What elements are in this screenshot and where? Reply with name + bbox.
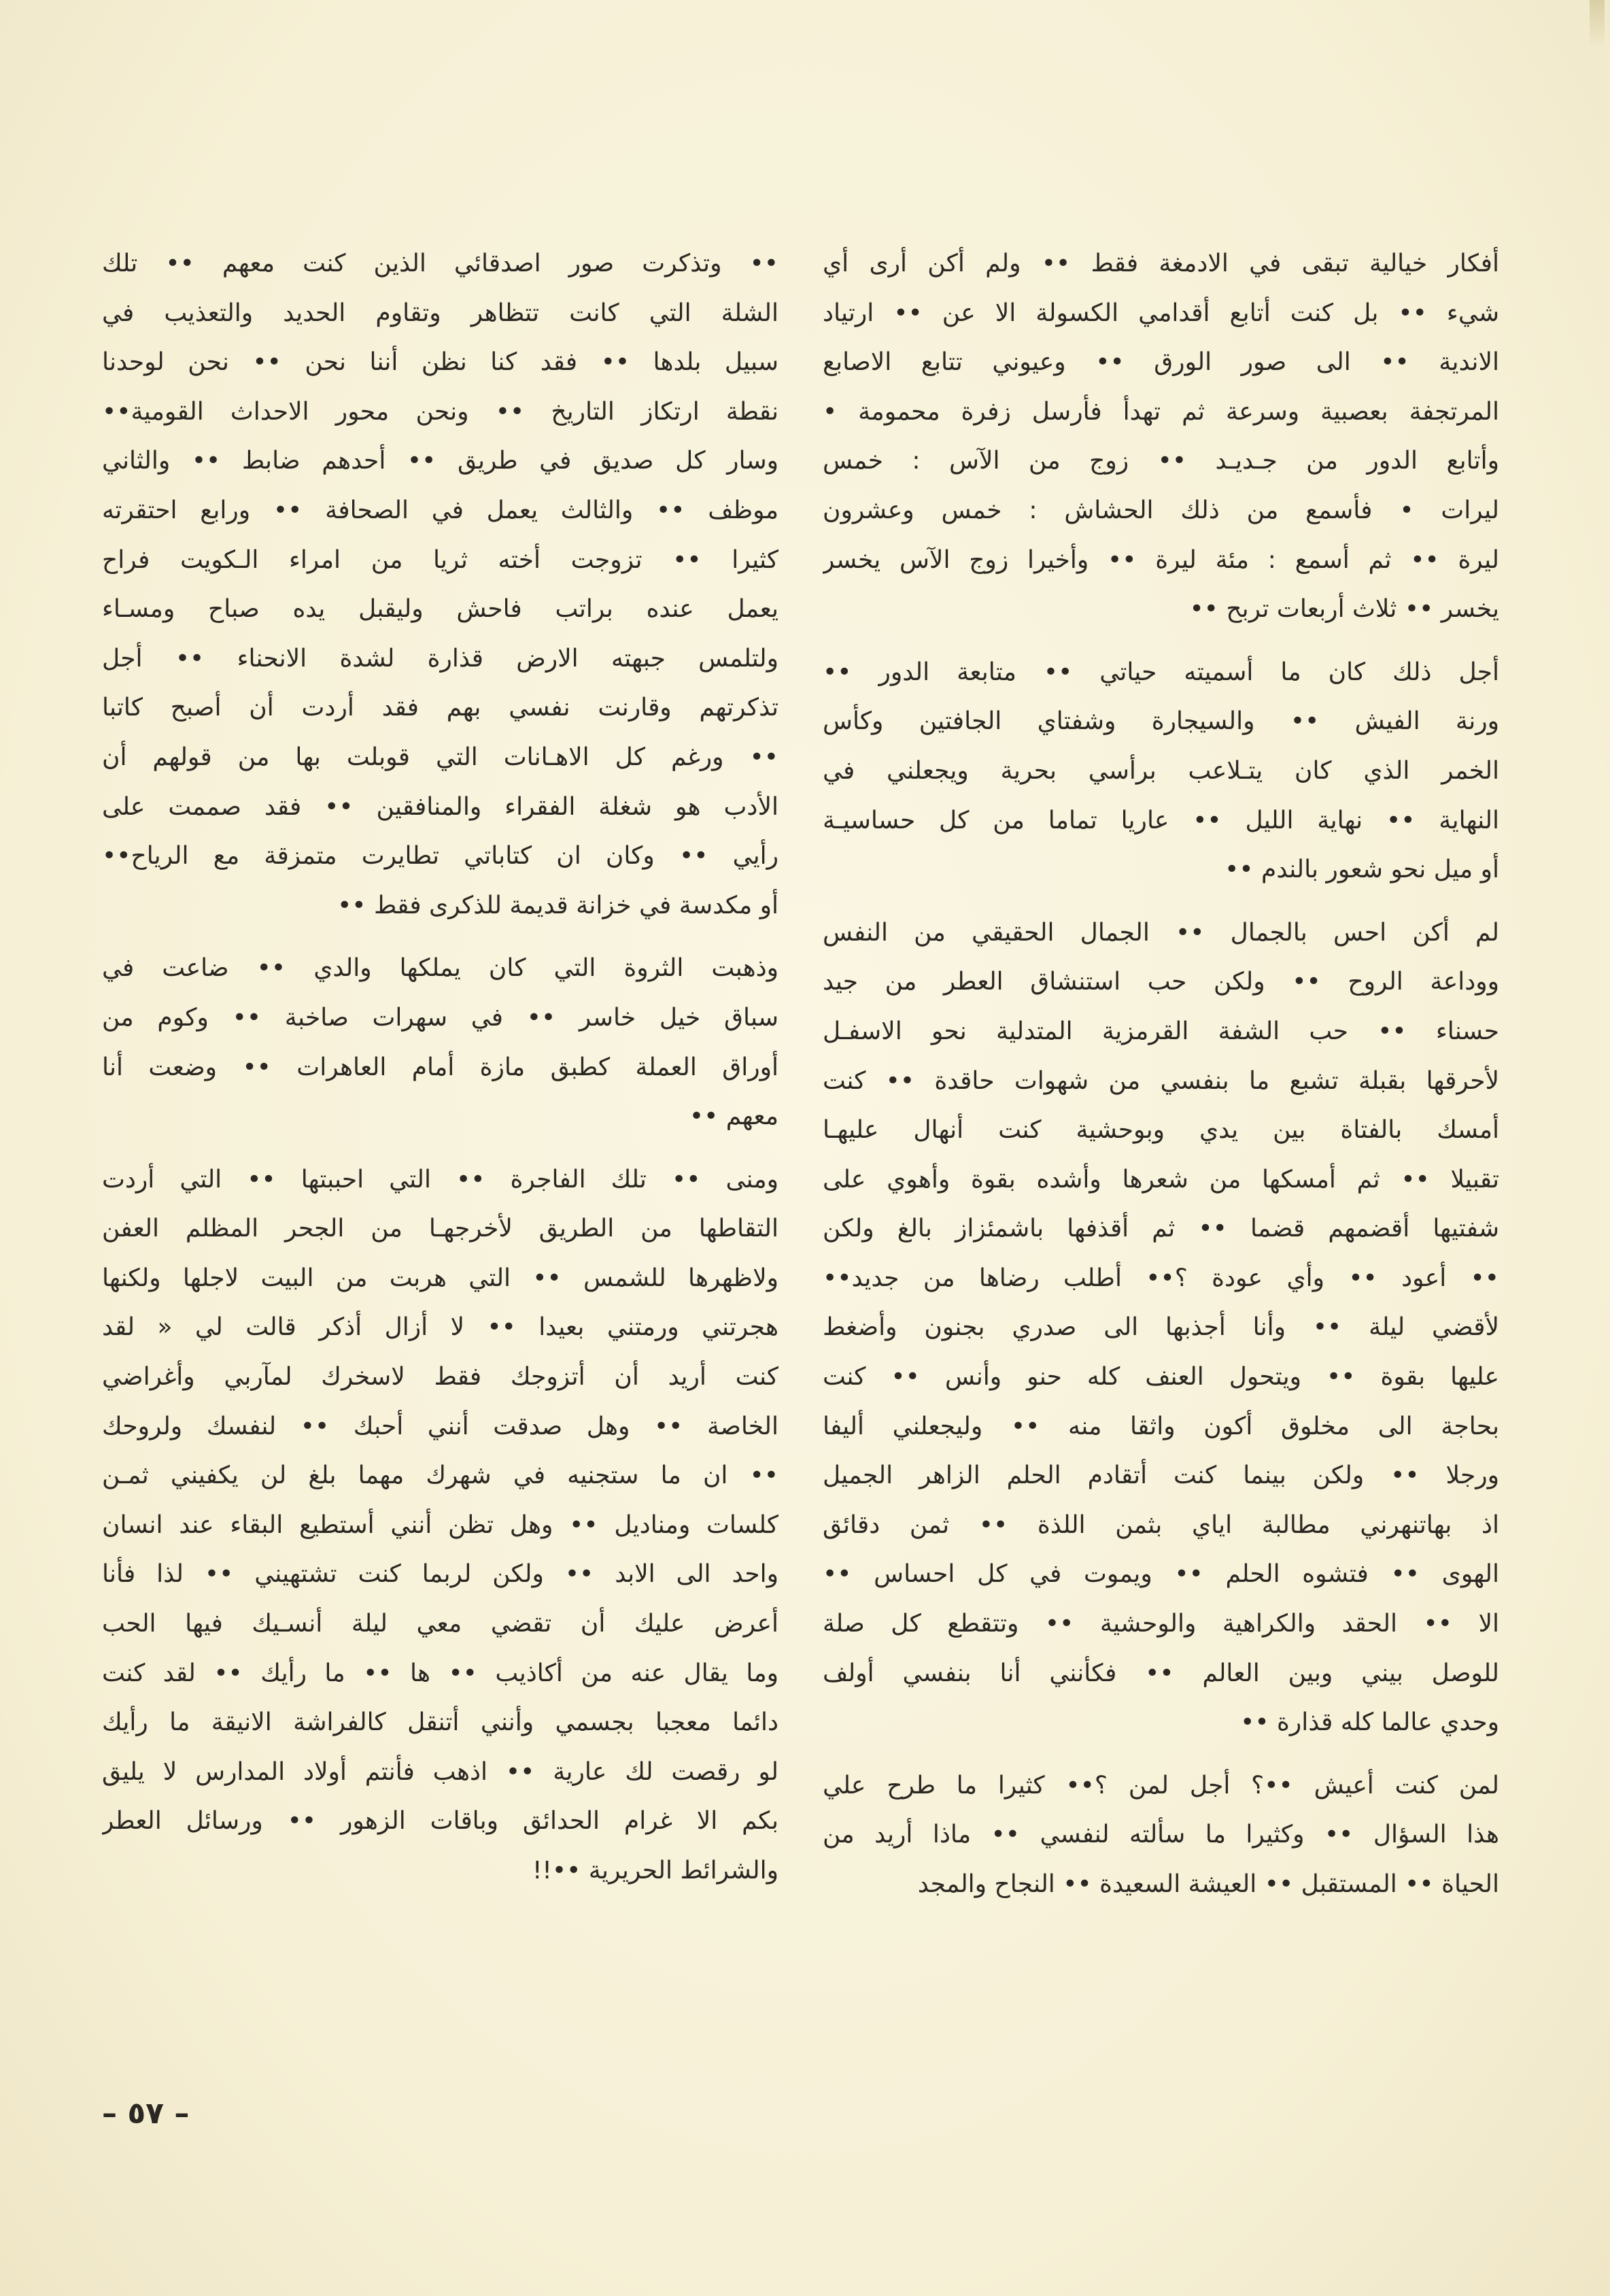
text-line: كثيرا •• تزوجت أخته ثريا من امراء الـكويت فراح [102, 545, 778, 574]
text-line: أو ميل نحو شعور بالندم •• [1224, 856, 1499, 884]
page-number: – ٥٧ – [102, 2096, 190, 2131]
text-line: لمن كنت أعيش ••؟ أجل لمن ؟•• كثيرا ما طرح علي [823, 1771, 1499, 1800]
text-line: لم أكن احس بالجمال •• الجمال الحقيقي من النفس [823, 918, 1499, 947]
paragraph [823, 648, 1499, 895]
text-line: كلسات ومناديل •• وهل تظن أنني أستطيع البقاء عند انسان [102, 1510, 778, 1539]
text-line: ولتلمس جبهته الارض قذارة لشدة الانحناء •• أجل [102, 644, 778, 673]
text-line: اذ بهاتنهرني مطالبة اياي بثمن اللذة •• ثمن دقائق [823, 1510, 1499, 1539]
paragraph-gap [823, 635, 1499, 648]
paragraph-gap [823, 895, 1499, 909]
paragraph-gap [102, 1142, 778, 1155]
text-line: ووداعة الروح •• ولكن حب استنشاق العطر من جيد [823, 968, 1499, 996]
text-line: يعمل عنده براتب فاحش وليقبل يده صباح ومسـاء [102, 595, 778, 624]
text-line: شفتيها أقضمهم قضما •• ثم أقذفها باشمئزاز بالغ ولكن [823, 1215, 1499, 1243]
text-line: وحدي عالما كله قذارة •• [1240, 1708, 1499, 1737]
text-line: ليرات • فأسمع من ذلك الحشاش : خمس وعشرون [823, 496, 1499, 524]
text-line: سبيل بلدها •• فقد كنا نظن أننا نحن •• نحن لوحدنا [102, 348, 778, 377]
text-line: الا •• الحقد والكراهية والوحشية •• وتتقطع كل صلة [823, 1610, 1499, 1638]
text-line: وذهبت الثروة التي كان يملكها والدي •• ضاعت في [102, 954, 778, 983]
text-line: لأحرقها بقبلة تشبع ما بنفسي من شهوات حاقدة •• كنت [823, 1066, 1499, 1095]
text-line: وأتابع الدور من جـديـد •• زوج من الآس : خمس [823, 447, 1499, 475]
paragraph [823, 239, 1499, 635]
paragraph [823, 909, 1499, 1748]
text-line: معهم •• [689, 1102, 778, 1131]
text-line: •• أعود •• وأي عودة ؟•• أطلب رضاها من جديد•• [823, 1264, 1499, 1292]
text-line: لو رقصت لك عارية •• اذهب فأنتم أولاد المدارس لا يليق [102, 1757, 778, 1786]
text-line: أفكار خيالية تبقى في الادمغة فقط •• ولم أكن أرى أي [823, 250, 1499, 277]
text-line: أو مكدسة في خزانة قديمة للذكرى فقط •• [337, 891, 778, 919]
text-line: وما يقال عنه من أكاذيب •• ها •• ما رأيك •• لقد كنت [102, 1659, 778, 1687]
text-line: أمسك بالفتاة بين يدي وبوحشية كنت أنهال عليهـا [823, 1116, 1499, 1145]
text-line: بكم الا غرام الحدائق وباقات الزهور •• ورسائل العطر [102, 1807, 778, 1836]
text-line: نقطة ارتكاز التاريخ •• ونحن محور الاحداث القومية•• [102, 397, 778, 426]
text-line: لأقضي ليلة •• وأنا أجذبها الى صدري بجنون وأضغط [823, 1313, 1499, 1342]
text-line: والشرائط الحريرية ••!! [532, 1857, 778, 1885]
text-line: رأيي •• وكان ان كتاباتي تطايرت متمزقة مع الرياح•• [102, 842, 778, 871]
text-line: سباق خيل خاسر •• في سهرات صاخبة •• وكوم من [102, 1003, 778, 1032]
text-line: عليها بقوة •• ويتحول العنف كله حنو وأنس •• كنت [823, 1363, 1499, 1391]
text-line: الشلة التي كانت تتظاهر وتقاوم الحديد والتعذيب في [102, 299, 778, 327]
text-line: النهاية •• نهاية الليل •• عاريا تماما من كل حساسيـة [823, 806, 1499, 834]
right-text-column [823, 239, 1499, 1910]
text-line: تقبيلا •• ثم أمسكها من شعرها وأشده بقوة وأهوي على [823, 1165, 1499, 1194]
text-line: الأدب هو شغلة الفقراء والمنافقين •• فقد صممت على [102, 792, 778, 821]
text-line: وسار كل صديق في طريق •• أحدهم ضابط •• والثاني [102, 447, 778, 475]
paragraph [102, 1155, 778, 1896]
page-edge-shadow [1590, 0, 1605, 48]
text-line: ومنى •• تلك الفاجرة •• التي احببتها •• التي أردت [102, 1165, 778, 1194]
text-line: شيء •• بل كنت أتابع أقدامي الكسولة الا عن •• ارتياد [823, 299, 1499, 327]
text-line: هذا السؤال •• وكثيرا ما سألته لنفسي •• ماذا أريد من [823, 1821, 1499, 1849]
text-line: ولاظهرها للشمس •• التي هربت من البيت لاجلها ولكنها [102, 1264, 778, 1292]
left-text-column [102, 239, 778, 1896]
text-line: الحياة •• المستقبل •• العيشة السعيدة •• النجاح والمجد [917, 1870, 1499, 1898]
text-line: الاندية •• الى صور الورق •• وعيوني تتابع الاصابع [823, 348, 1499, 377]
text-line: واحد الى الابد •• ولكن لربما كنت تشتهيني •• لذا فأنا [102, 1560, 778, 1589]
text-line: للوصل بيني وبين العالم •• فكأنني أنا بنفسي أولف [823, 1659, 1499, 1687]
text-line: أوراق العملة كطبق مازة أمام العاهرات •• وضعت أنا [102, 1053, 778, 1081]
text-line: الخمر الذي كان يتـلاعب برأسي بحرية ويجعلني في [823, 756, 1499, 785]
text-line: أجل ذلك كان ما أسميته حياتي •• متابعة الدور •• [823, 658, 1499, 686]
text-line: تذكرتهم وقارنت نفسي بهم فقد أردت أن أصبح كاتبا [102, 694, 778, 722]
text-line: الخاصة •• وهل صدقت أنني أحبك •• لنفسك ولروحك [102, 1412, 778, 1440]
paragraph [102, 944, 778, 1141]
text-line: ليرة •• ثم أسمع : مئة ليرة •• وأخيرا زوج الآس يخسر [823, 545, 1499, 574]
paragraph [823, 1761, 1499, 1910]
text-line: أعرض عليك أن تقضي معي ليلة أنسـيك فيها الحب [102, 1610, 778, 1638]
text-line: •• وتذكرت صور اصدقائي الذين كنت معهم •• تلك [102, 250, 778, 277]
text-line: •• ان ما ستجنيه في شهرك مهما بلغ لن يكفيني ثمـن [102, 1462, 778, 1490]
text-line: •• ورغم كل الاهـانات التي قوبلت بها من قولهم أن [102, 743, 778, 771]
text-line: كنت أريد أن أتزوجك فقط لاسخرك لمآربي وأغراضي [102, 1363, 778, 1391]
text-line: بحاجة الى مخلوق أكون واثقا منه •• وليجعلني أليفا [823, 1412, 1499, 1440]
text-line: التقاطها من الطريق لأخرجهـا من الجحر المظلم العفن [102, 1215, 778, 1243]
text-line: المرتجفة بعصبية وسرعة ثم تهدأ فأرسل زفرة محمومة • [823, 397, 1499, 426]
text-line: دائما معجبا بجسمي وأنني أتنقل كالفراشة الانيقة ما رأيك [102, 1708, 778, 1737]
text-line: ورنة الفيش •• والسيجارة وشفتاي الجافتين وكأس [823, 707, 1499, 736]
text-line: يخسر •• ثلاث أربعات تربح •• [1189, 595, 1499, 624]
text-line: هجرتني ورمتني بعيدا •• لا أزال أذكر قالت لي « لقد [102, 1313, 778, 1342]
text-line: ورجلا •• ولكن بينما كنت أتقادم الحلم الزاهر الجميل [823, 1462, 1499, 1490]
paragraph-gap [823, 1748, 1499, 1761]
text-line: الهوى •• فتشوه الحلم •• ويموت في كل احساس •• [823, 1560, 1499, 1589]
text-line: موظف •• والثالث يعمل في الصحافة •• ورابع احتقرته [102, 496, 778, 524]
paragraph [102, 239, 778, 930]
paragraph-gap [102, 930, 778, 944]
text-line: حسناء •• حب الشفة القرمزية المتدلية نحو الاسفـل [823, 1017, 1499, 1045]
